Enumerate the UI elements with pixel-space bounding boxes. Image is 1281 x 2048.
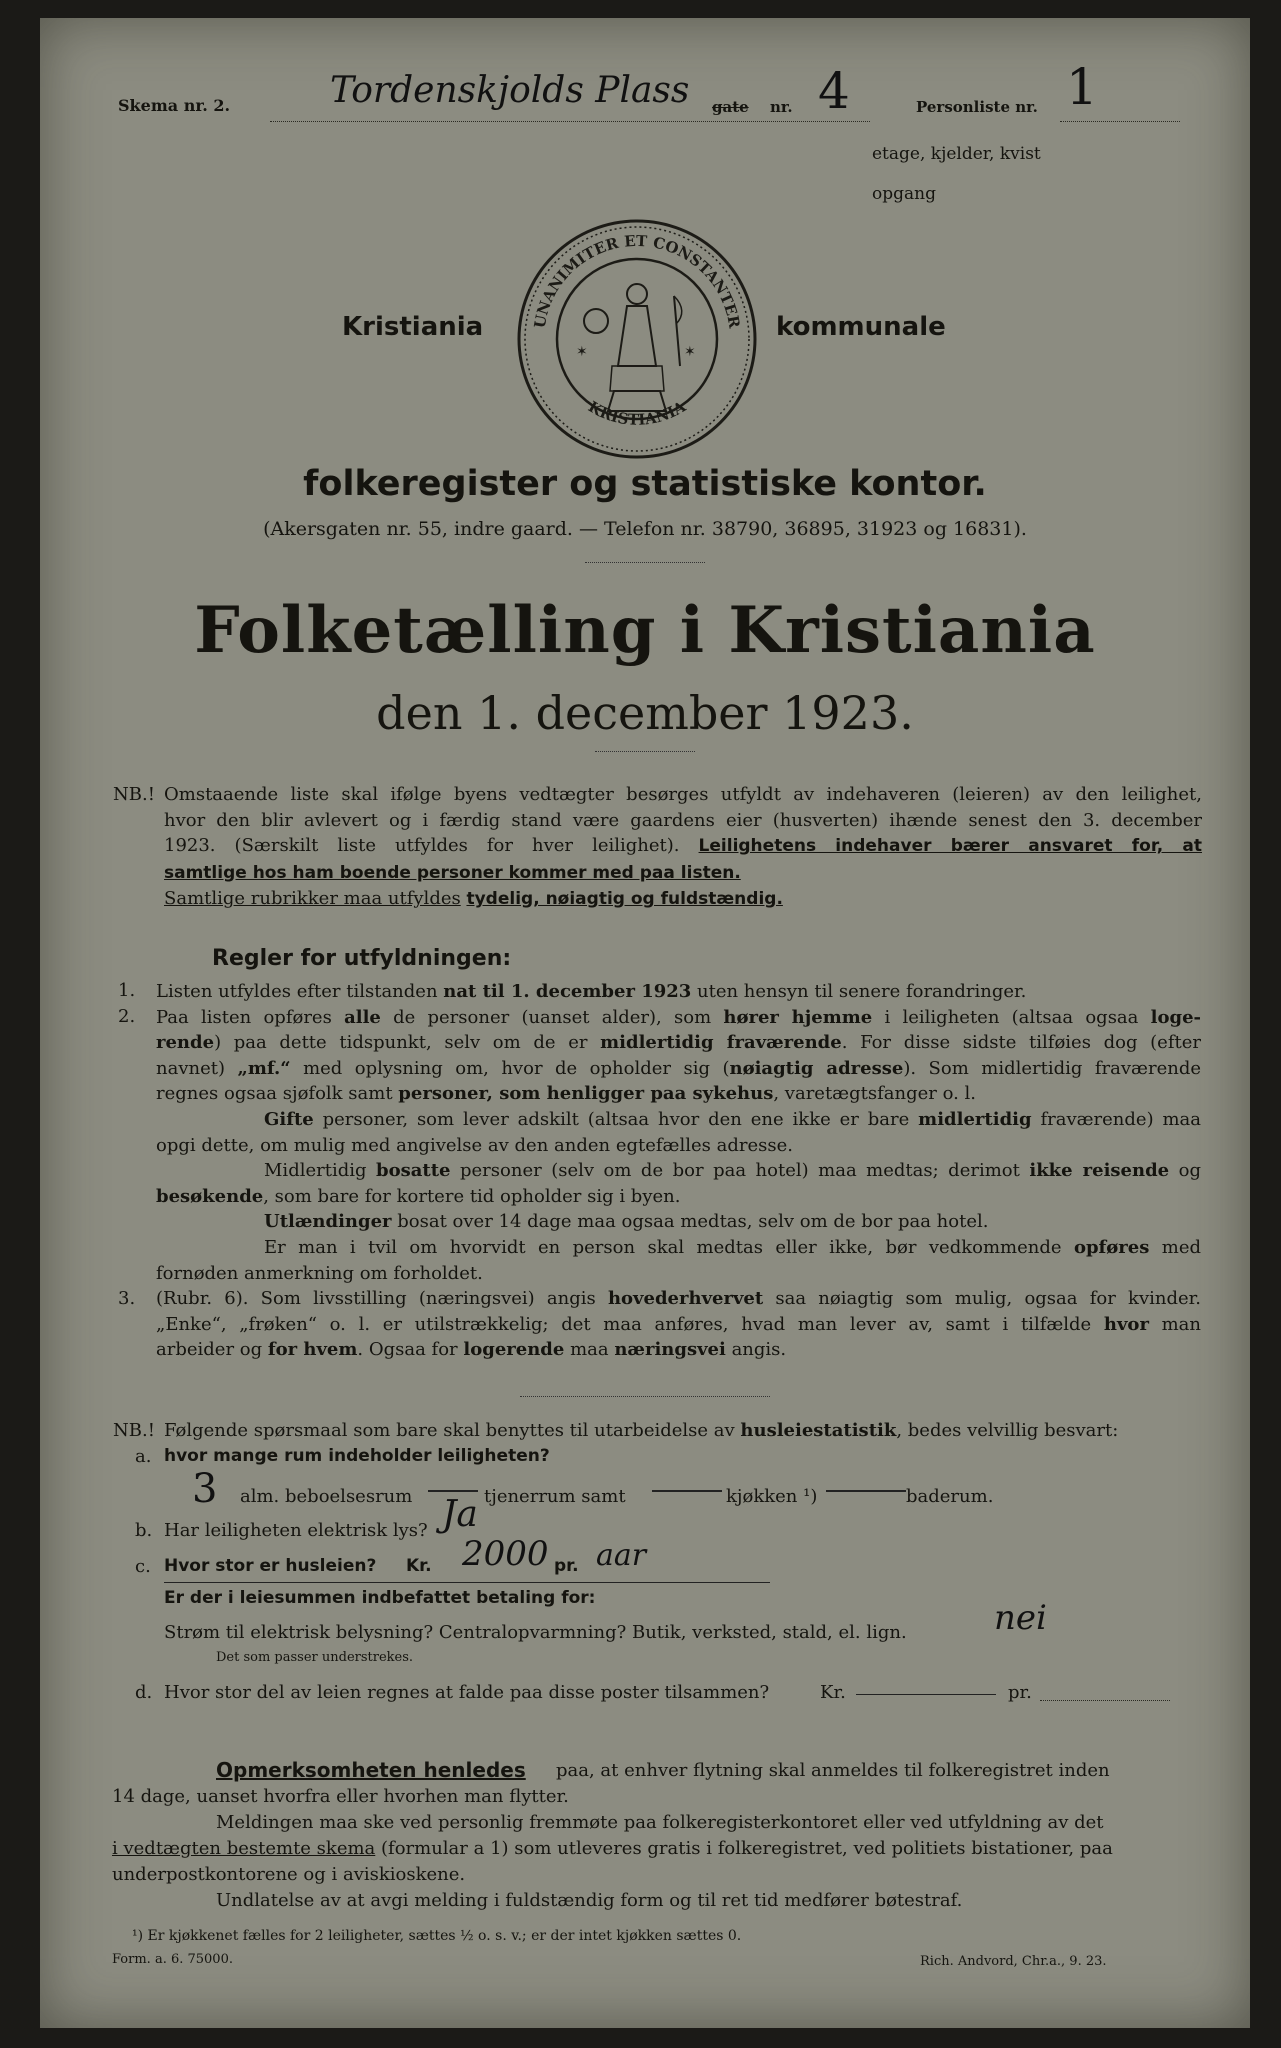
divider bbox=[585, 562, 705, 563]
nb2-label: NB.! bbox=[113, 1420, 155, 1441]
rent-kr-label: Kr. bbox=[406, 1556, 432, 1576]
rule-line: rende) paa dette tidspunkt, selv om de er midlertidig fraværende. For disse sidste tilføies dog (efter bbox=[156, 1032, 1201, 1054]
house-number-handwritten: 4 bbox=[818, 62, 850, 120]
share-period-blank bbox=[1040, 1700, 1170, 1701]
personliste-number-handwritten: 1 bbox=[1066, 58, 1098, 116]
rule-line: besøkende, som bare for kortere tid opholder sig i byen. bbox=[156, 1185, 681, 1207]
form-number: Form. a. 6. 75000. bbox=[112, 1952, 233, 1967]
completeness-note: tydelig, nøiagtig og fuldstændig. bbox=[466, 889, 783, 910]
rule-line: (Rubr. 6). Som livsstilling (næringsvei) angis hovederhvervet saa nøiagtig som mulig, ogsaa for kvinder. bbox=[156, 1288, 1201, 1310]
servant-rooms-label: tjenerrum samt bbox=[484, 1486, 626, 1507]
included-answer-handwritten: nei bbox=[994, 1598, 1047, 1638]
notice-line: Meldingen maa ske ved personlig fremmøte paa folkeregisterkontoret eller ved utfyldning av det bbox=[216, 1812, 1104, 1833]
svg-text:KRISTIANIA: KRISTIANIA bbox=[585, 397, 689, 429]
rule-line: Er man i tvil om hvorvidt en person skal medtas eller ikke, bør vedkommende opføres med bbox=[264, 1236, 1202, 1258]
rule-line: Utlændinger bosat over 14 dage maa ogsaa medtas, selv om de bor paa hotel. bbox=[264, 1211, 989, 1233]
house-number-label: nr. bbox=[770, 98, 793, 116]
gate-struck-label: gate bbox=[712, 98, 749, 116]
question-d: Hvor stor del av leien regnes at falde paa disse poster tilsammen? bbox=[164, 1682, 770, 1703]
notice-line: paa, at enhver flytning skal anmeldes til folkeregistret inden bbox=[556, 1760, 1110, 1781]
nb-line bbox=[164, 833, 1202, 860]
divider bbox=[520, 1396, 770, 1397]
nb-line bbox=[164, 886, 1202, 913]
notice-line: 14 dage, uanset hvorfra eller hvorhen man flytter. bbox=[112, 1786, 569, 1807]
bathroom-label: baderum. bbox=[906, 1486, 994, 1507]
rule-line: „Enke“, „frøken“ o. l. er utilstrækkelig; det maa anføres, hvad man lever av, samt i tilfælde hvor man bbox=[156, 1313, 1201, 1335]
nb2-intro: Følgende spørsmaal som bare skal benyttes til utarbeidelse av husleiestatistik, bedes velvillig besvart: bbox=[164, 1420, 1119, 1441]
kitchen-footnote: ¹) Er kjøkkenet fælles for 2 leiligheter, sættes ½ o. s. v.; er der intet kjøkken sættes 0. bbox=[132, 1928, 742, 1944]
servant-rooms-blank bbox=[428, 1490, 478, 1492]
nb-line-part: Samtlige rubrikker maa utfyldes bbox=[164, 888, 461, 910]
share-kr-label: Kr. bbox=[820, 1682, 846, 1703]
question-a-label: a. bbox=[135, 1446, 152, 1467]
census-form-page bbox=[40, 18, 1250, 2028]
rent-per-label: pr. bbox=[554, 1556, 579, 1576]
rooms-count-handwritten: 3 bbox=[192, 1466, 218, 1512]
nb-label: NB.! bbox=[113, 784, 155, 805]
rule-line: Paa listen opføres alle de personer (uanset alder), som hører hjemme i leiligheten (altsaa ogsaa loge- bbox=[156, 1006, 1201, 1028]
rule-line: navnet) „mf.“ med oplysning om, hvor de opholder sig (nøiagtig adresse). Som midlertidig fraværende bbox=[156, 1057, 1201, 1079]
entrance-label: opgang bbox=[872, 184, 936, 204]
skema-number: Skema nr. 2. bbox=[118, 96, 231, 115]
rooms-label: alm. beboelsesrum bbox=[240, 1486, 413, 1507]
rent-amount-handwritten: 2000 bbox=[462, 1534, 549, 1574]
notice-line: i vedtægten bestemte skema (formular a 1) som utleveres gratis i folkeregistret, ved politiets bistationer, paa bbox=[112, 1838, 1113, 1859]
rule-number: 1. bbox=[118, 980, 136, 1001]
rule-line: Midlertidig bosatte personer (selv om de bor paa hotel) maa medtas; derimot ikke reisende og bbox=[264, 1160, 1201, 1182]
seal-left-text: Kristiania bbox=[342, 312, 484, 342]
kitchen-label: kjøkken ¹) bbox=[726, 1486, 818, 1507]
office-address: (Akersgaten nr. 55, indre gaard. — Telefon nr. 38790, 36895, 31923 og 16831). bbox=[263, 518, 1027, 540]
responsibility-note-cont: samtlige hos ham boende personer kommer med paa listen. bbox=[164, 862, 741, 883]
city-seal-emblem bbox=[514, 216, 760, 462]
kitchen-blank bbox=[652, 1490, 722, 1492]
rules-heading: Regler for utfyldningen: bbox=[212, 946, 512, 971]
electric-light-answer: Ja bbox=[442, 1494, 478, 1535]
share-amount-blank bbox=[856, 1694, 996, 1695]
included-options: Strøm til elektrisk belysning? Centralopvarmning? Butik, verksted, stald, el. lign. bbox=[164, 1622, 907, 1643]
question-a: hvor mange rum indeholder leiligheten? bbox=[164, 1446, 550, 1466]
form-reference: i vedtægten bestemte skema bbox=[112, 1838, 376, 1859]
question-b-label: b. bbox=[135, 1520, 153, 1541]
rule-line: Gifte personer, som lever adskilt (altsaa hvor den ene ikke er bare midlertidig fraværende) maa bbox=[264, 1108, 1202, 1130]
street-fill-line bbox=[270, 121, 870, 122]
nb-line bbox=[164, 860, 1202, 887]
rules-text bbox=[156, 979, 1201, 1363]
notice-line: Undlatelse av at avgi melding i fuldstændig form og til ret tid medfører bøtestraf. bbox=[216, 1890, 963, 1911]
personliste-label: Personliste nr. bbox=[916, 98, 1038, 116]
rent-underline bbox=[164, 1582, 770, 1583]
svg-text:UNANIMITER ET CONSTANTER: UNANIMITER ET CONSTANTER bbox=[530, 231, 744, 330]
divider bbox=[595, 751, 695, 752]
responsibility-note: Leilighetens indehaver bærer ansvaret for, at bbox=[698, 836, 1202, 857]
rule-line: arbeider og for hvem. Ogsaa for logerende maa næringsvei angis. bbox=[156, 1339, 787, 1361]
nb-line: hvor den blir avlevert og i færdig stand være gaardens eier (husverten) ihænde senest den 3. december bbox=[164, 809, 1202, 831]
rule-line: regnes ogsaa sjøfolk samt personer, som henligger paa sykehus, varetægtsfanger o. l. bbox=[156, 1083, 977, 1105]
nb-line: Omstaaende liste skal ifølge byens vedtægter besørges utfyldt av indehaveren (leieren) av den leilighet, bbox=[164, 784, 1202, 805]
notice-line: underpostkontorene og i aviskioskene. bbox=[112, 1864, 466, 1885]
personliste-fill-line bbox=[1060, 121, 1180, 122]
notice-heading: Opmerksomheten henledes bbox=[216, 1758, 526, 1782]
main-title: Folketælling i Kristiania bbox=[194, 593, 1096, 668]
nb-instructions bbox=[164, 782, 1202, 913]
question-c-label: c. bbox=[135, 1556, 151, 1577]
svg-text:✶: ✶ bbox=[576, 344, 588, 360]
underline-instruction: Det som passer understrekes. bbox=[216, 1650, 414, 1665]
census-date: den 1. december 1923. bbox=[376, 686, 914, 740]
printer-imprint: Rich. Andvord, Chr.a., 9. 23. bbox=[920, 1954, 1107, 1969]
rule-number: 3. bbox=[118, 1288, 136, 1309]
rule-line: fornøden anmerkning om forholdet. bbox=[156, 1262, 483, 1284]
nb-line-part: 1923. (Særskilt liste utfyldes for hver leilighet). bbox=[164, 835, 680, 857]
question-b: Har leiligheten elektrisk lys? bbox=[164, 1520, 428, 1541]
rule-line: Listen utfyldes efter tilstanden nat til 1. december 1923 uten hensyn til senere forandringer. bbox=[156, 981, 1027, 1002]
rent-period-handwritten: aar bbox=[596, 1538, 647, 1573]
seal-right-text: kommunale bbox=[776, 312, 946, 342]
rule-line: opgi dette, om mulig med angivelse av den anden egtefælles adresse. bbox=[156, 1134, 793, 1156]
question-d-label: d. bbox=[135, 1682, 153, 1703]
included-heading: Er der i leiesummen indbefattet betaling for: bbox=[164, 1588, 596, 1608]
rule-number: 2. bbox=[118, 1006, 136, 1027]
street-name-handwritten: Tordenskjolds Plass bbox=[330, 70, 690, 111]
share-per-label: pr. bbox=[1008, 1682, 1032, 1703]
office-title: folkeregister og statistiske kontor. bbox=[303, 464, 987, 504]
bathroom-blank bbox=[826, 1490, 906, 1492]
floor-options: etage, kjelder, kvist bbox=[872, 144, 1041, 164]
svg-text:✶: ✶ bbox=[684, 344, 696, 360]
question-c: Hvor stor er husleien? bbox=[164, 1556, 377, 1576]
